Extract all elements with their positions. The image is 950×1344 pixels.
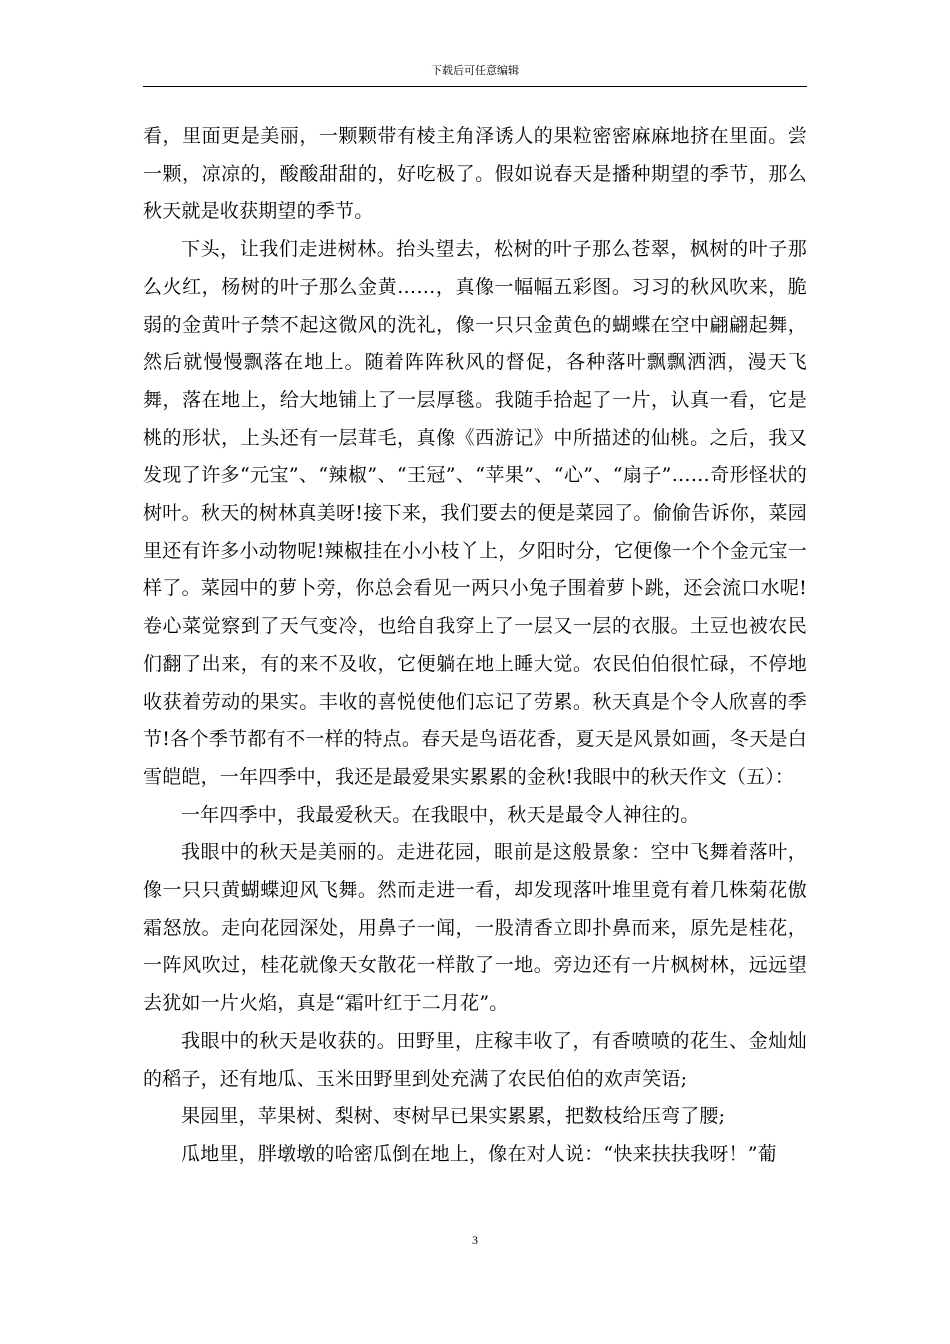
page-header: 下载后可任意编辑 bbox=[431, 64, 519, 77]
header-divider bbox=[143, 86, 807, 87]
document-body bbox=[143, 118, 807, 1174]
paragraph-melon-field: 瓜地里，胖墩墩的哈密瓜倒在地上，像在对人说：“快来扶扶我呀！”葡 bbox=[181, 1142, 777, 1165]
paragraph-intro: 一年四季中，我最爱秋天。在我眼中，秋天是最令人神往的。 bbox=[181, 803, 700, 826]
paragraph-beautiful: 我眼中的秋天是美丽的。走进花园，眼前是这般景象：空中飞舞着落叶，像一只只黄蝴蝶迎风飞舞。然而走进一看，却发现落叶堆里竟有着几株菊花傲霜怒放。走向花园深处，用鼻子一闻，一股清香立即扑鼻而来，原先是桂花，一阵风吹过，桂花就像天女散花一样散了一地。旁边还有一片枫树林，远远望去犹如一片火焰，真是“霜叶红于二月花”。 bbox=[143, 841, 807, 1015]
paragraph-orchard: 果园里，苹果树、梨树、枣树早已果实累累，把数枝给压弯了腰; bbox=[181, 1105, 726, 1128]
page-number: 3 bbox=[472, 1233, 478, 1247]
paragraph-forest-garden: 下头，让我们走进树林。抬头望去，松树的叶子那么苍翠，枫树的叶子那么火红，杨树的叶子那么金黄……，真像一幅幅五彩图。习习的秋风吹来，脆弱的金黄叶子禁不起这微风的洗礼，像一只只金黄色的蝴蝶在空中翩翩起舞，然后就慢慢飘落在地上。随着阵阵秋风的督促，各种落叶飘飘洒洒，漫天飞舞，落在地上，给大地铺上了一层厚毯。我随手拾起了一片，认真一看，它是桃的形状，上头还有一层茸毛，真像《西游记》中所描述的仙桃。之后，我又发现了许多“元宝”、“辣椒”、“王冠”、“苹果”、“心”、“扇子”……奇形怪状的树叶。秋天的树林真美呀!接下来，我们要去的便是菜园了。偷偷告诉你，菜园里还有许多小动物呢!辣椒挂在小小枝丫上，夕阳时分，它便像一个个金元宝一样了。菜园中的萝卜旁，你总会看见一两只小兔子围着萝卜跳，还会流口水呢!卷心菜觉察到了天气变冷，也给自我穿上了一层又一层的衣服。土豆也被农民们翻了出来，有的来不及收，它便躺在地上睡大觉。农民伯伯很忙碌，不停地收获着劳动的果实。丰收的喜悦使他们忘记了劳累。秋天真是个令人欣喜的季节!各个季节都有不一样的特点。春天是鸟语花香，夏天是风景如画，冬天是白雪皑皑，一年四季中，我还是最爱果实累累的金秋!我眼中的秋天作文（五）： bbox=[143, 238, 807, 788]
paragraph-harvest: 我眼中的秋天是收获的。田野里，庄稼丰收了，有香喷喷的花生、金灿灿的稻子，还有地瓜、玉米田野里到处充满了农民伯伯的欢声笑语; bbox=[143, 1029, 807, 1090]
paragraph-continuation: 看，里面更是美丽，一颗颗带有棱主角泽诱人的果粒密密麻麻地挤在里面。尝一颗，凉凉的，酸酸甜甜的，好吃极了。假如说春天是播种期望的季节，那么秋天就是收获期望的季节。 bbox=[143, 125, 807, 223]
